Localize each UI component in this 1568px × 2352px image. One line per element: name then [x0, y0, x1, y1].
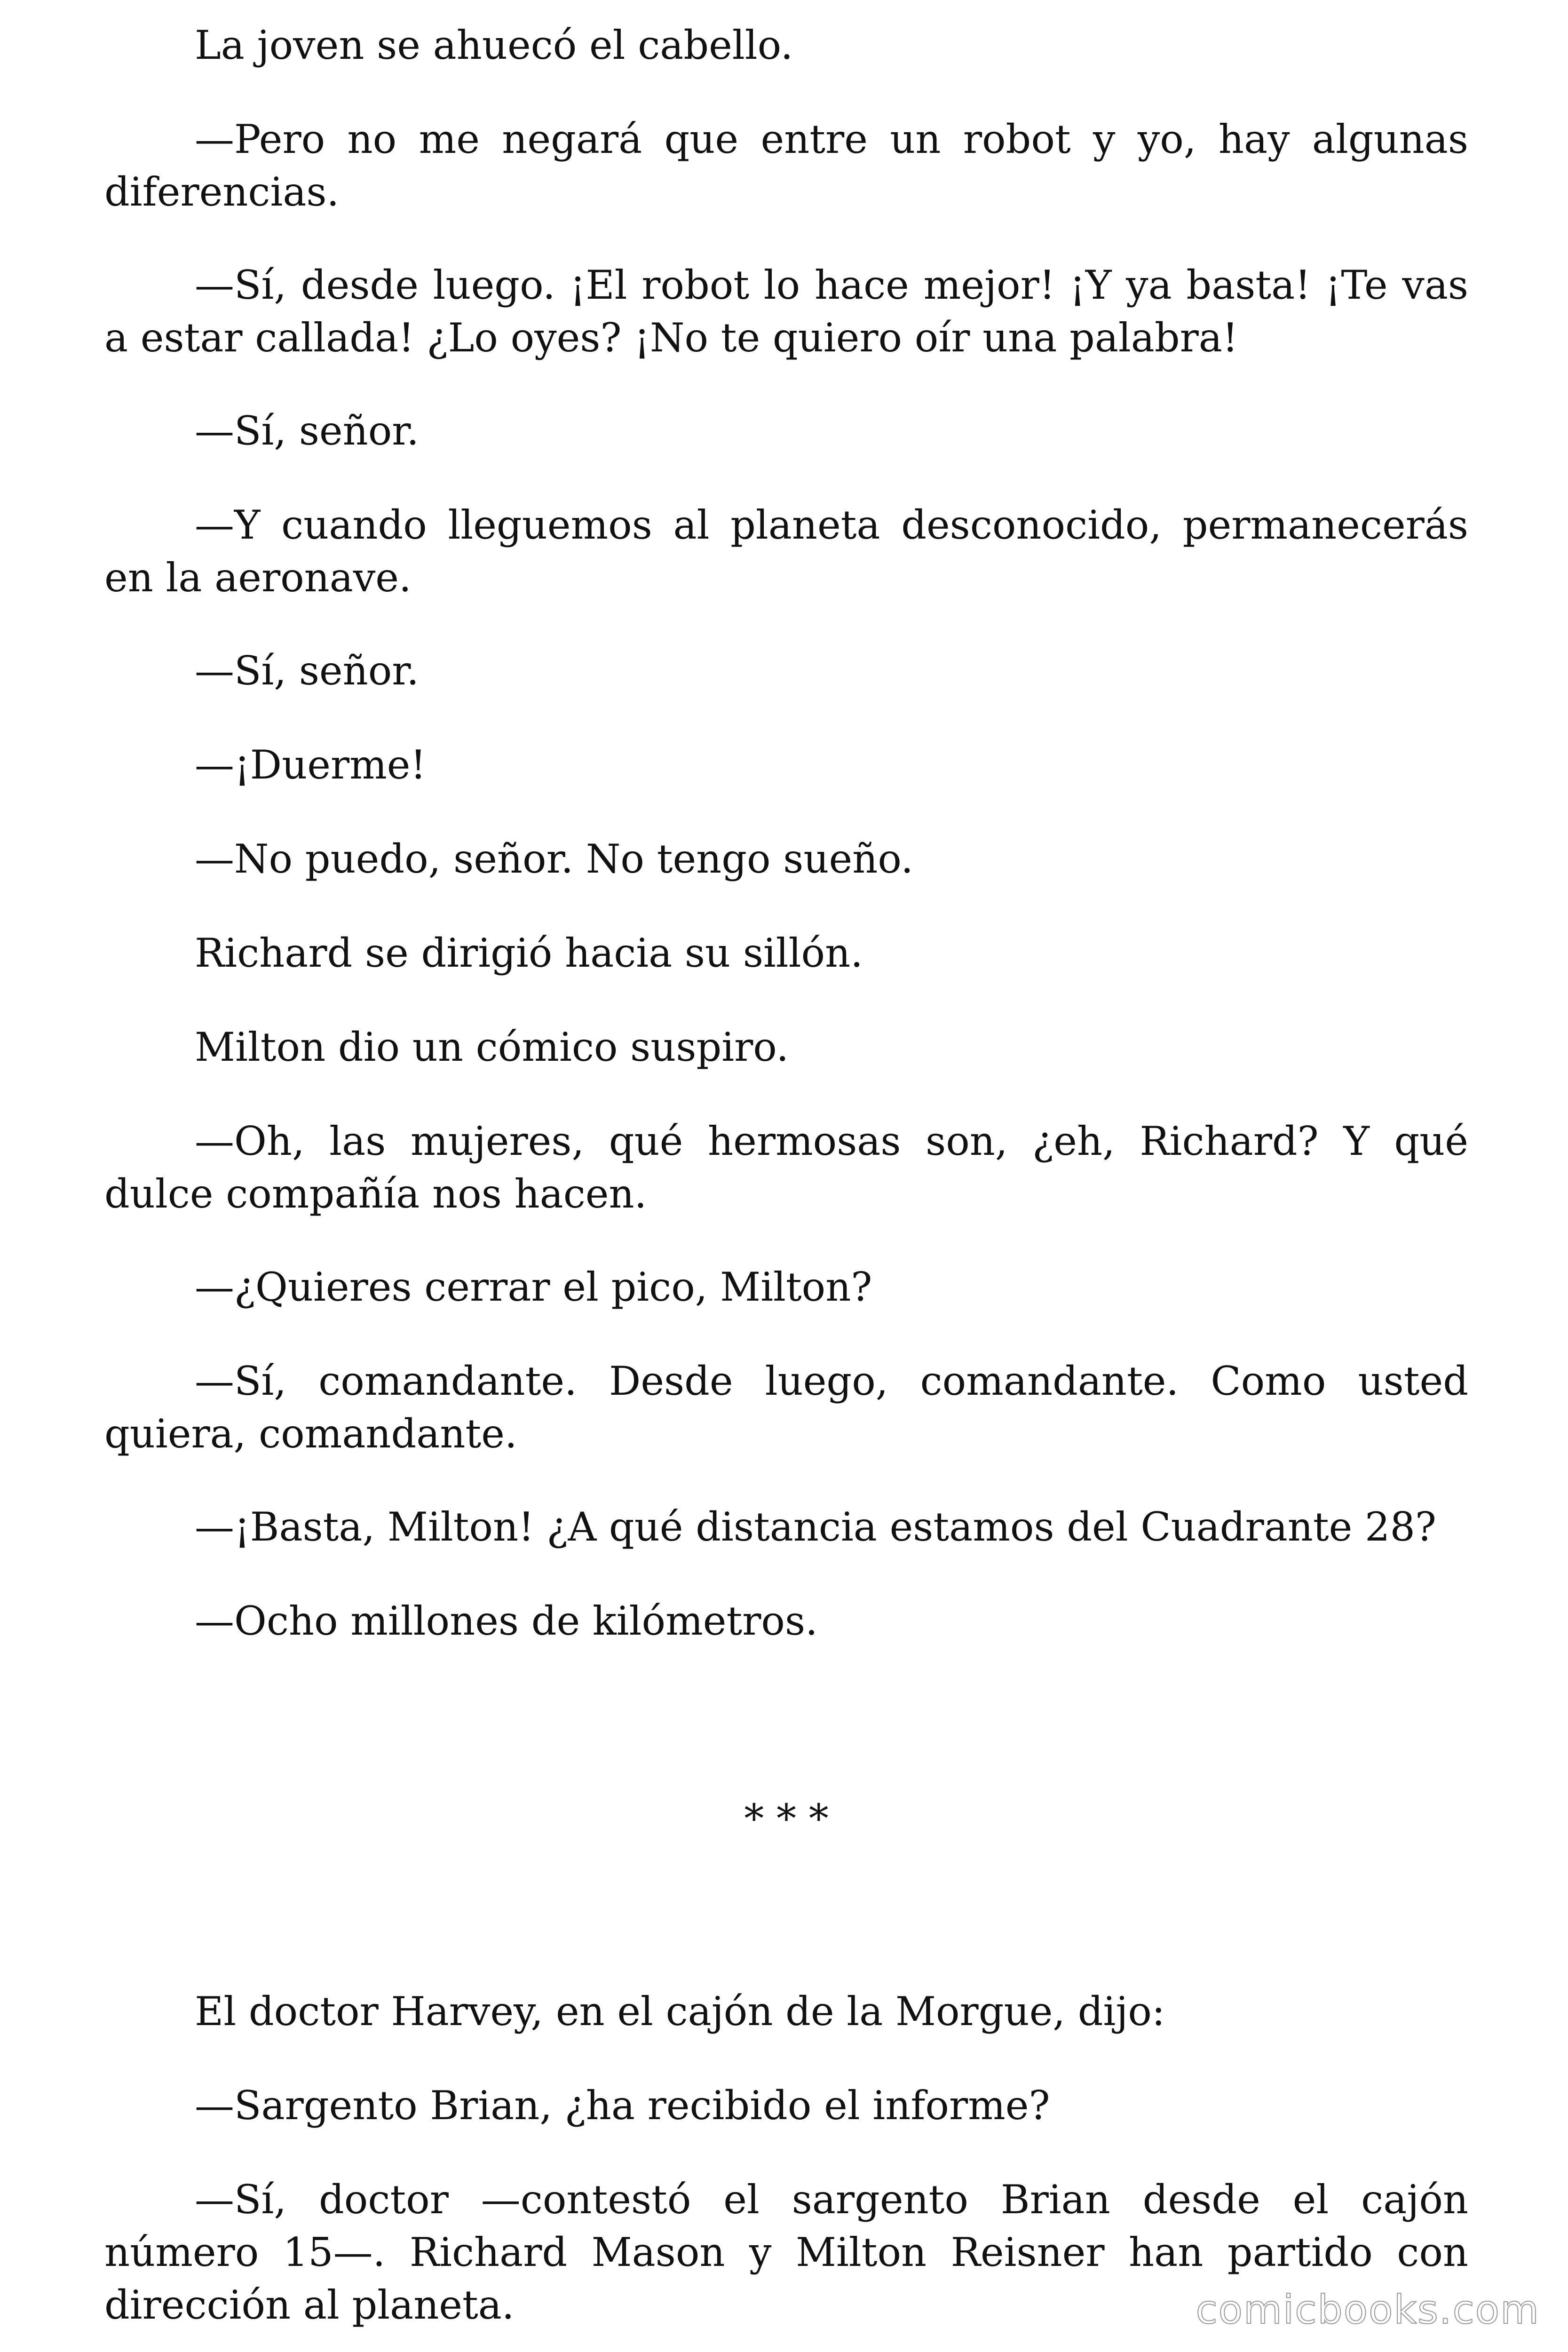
paragraph-13: —Sí, comandante. Desde luego, comandante. Como usted quiera, comandante.: [104, 1358, 1468, 1457]
scene-break: * * *: [744, 1796, 829, 1842]
paragraph-11: —Oh, las mujeres, qué hermosas son, ¿eh, Richard? Y qué dulce compañía nos hacen.: [104, 1118, 1468, 1217]
paragraph-1: La joven se ahuecó el cabello.: [195, 22, 793, 68]
paragraph-10: Milton dio un cómico suspiro.: [195, 1024, 789, 1070]
book-page: [104, 0, 1468, 2352]
paragraph-2: —Pero no me negará que entre un robot y yo, hay algunas diferencias.: [104, 116, 1468, 215]
watermark: comicbooks.com: [1196, 2287, 1540, 2333]
paragraph-7: —¡Duerme!: [195, 742, 427, 788]
paragraph-18: —Sí, doctor —contestó el sargento Brian desde el cajón número 15—. Richard Mason y Milton Reisner han partido con dirección al planeta.: [104, 2177, 1468, 2328]
paragraph-16: El doctor Harvey, en el cajón de la Morgue, dijo:: [195, 1988, 1165, 2034]
paragraph-15: —Ocho millones de kilómetros.: [195, 1598, 818, 1644]
paragraph-8: —No puedo, señor. No tengo sueño.: [195, 836, 914, 882]
paragraph-14: —¡Basta, Milton! ¿A qué distancia estamos del Cuadrante 28?: [195, 1504, 1436, 1550]
paragraph-6: —Sí, señor.: [195, 648, 419, 694]
paragraph-17: —Sargento Brian, ¿ha recibido el informe?: [195, 2082, 1050, 2129]
paragraph-12: —¿Quieres cerrar el pico, Milton?: [195, 1264, 872, 1310]
paragraph-3: —Sí, desde luego. ¡El robot lo hace mejor! ¡Y ya basta! ¡Te vas a estar callada! ¿Lo oyes? ¡No te quiero oír una palabra!: [104, 262, 1468, 361]
paragraph-4: —Sí, señor.: [195, 408, 419, 454]
paragraph-9: Richard se dirigió hacia su sillón.: [195, 930, 863, 976]
paragraph-5: —Y cuando lleguemos al planeta desconocido, permanecerás en la aeronave.: [104, 502, 1468, 601]
